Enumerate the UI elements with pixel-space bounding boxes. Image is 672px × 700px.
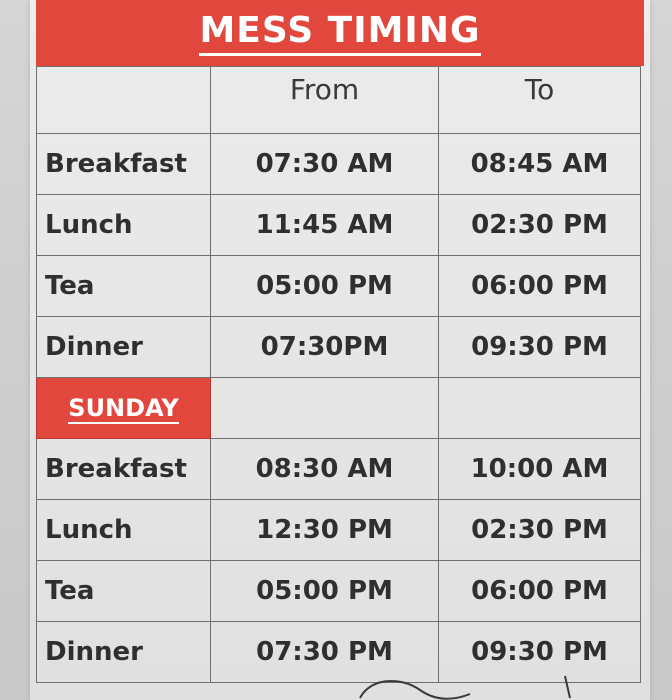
meal-name: Breakfast [37, 134, 211, 195]
time-to: 06:00 PM [439, 561, 641, 622]
header-to: To [439, 67, 641, 134]
sunday-label: SUNDAY [68, 394, 179, 422]
mess-timing-table [36, 66, 641, 683]
meal-name: Lunch [37, 500, 211, 561]
meal-name: Tea [37, 256, 211, 317]
time-to: 06:00 PM [439, 256, 641, 317]
meal-name: Dinner [37, 622, 211, 683]
time-to: 02:30 PM [439, 500, 641, 561]
table-row-weekday-tea [37, 256, 641, 317]
table-row-sunday-lunch [37, 500, 641, 561]
sunday-banner [37, 378, 211, 439]
meal-name: Breakfast [37, 439, 211, 500]
title-banner [36, 0, 644, 66]
header-row [37, 67, 641, 134]
time-from: 07:30PM [211, 317, 439, 378]
header-from: From [211, 67, 439, 134]
time-to: 09:30 PM [439, 622, 641, 683]
time-to: 10:00 AM [439, 439, 641, 500]
time-to: 09:30 PM [439, 317, 641, 378]
meal-name: Dinner [37, 317, 211, 378]
time-to: 08:45 AM [439, 134, 641, 195]
time-from: 11:45 AM [211, 195, 439, 256]
table-row-weekday-dinner [37, 317, 641, 378]
empty-cell [211, 378, 439, 439]
meal-name: Tea [37, 561, 211, 622]
time-from: 08:30 AM [211, 439, 439, 500]
empty-cell [439, 378, 641, 439]
page-title: MESS TIMING [199, 11, 480, 56]
sunday-section-row [37, 378, 641, 439]
table-row-sunday-breakfast [37, 439, 641, 500]
signature-scribble [350, 668, 610, 700]
table-row-sunday-tea [37, 561, 641, 622]
meal-name: Lunch [37, 195, 211, 256]
time-from: 05:00 PM [211, 256, 439, 317]
time-from: 05:00 PM [211, 561, 439, 622]
time-to: 02:30 PM [439, 195, 641, 256]
table-row-weekday-lunch [37, 195, 641, 256]
header-meal [37, 67, 211, 134]
time-from: 12:30 PM [211, 500, 439, 561]
time-from: 07:30 PM [211, 622, 439, 683]
table-row-weekday-breakfast [37, 134, 641, 195]
time-from: 07:30 AM [211, 134, 439, 195]
